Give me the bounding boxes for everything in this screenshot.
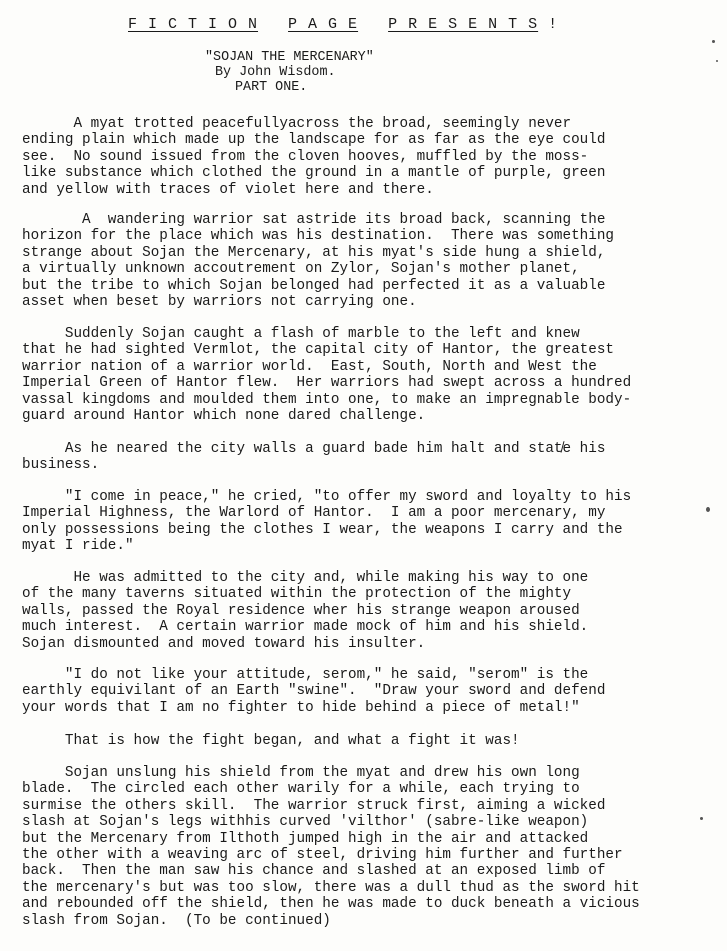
text-line: but the tribe to which Sojan belonged had perfected it as a valuable (22, 277, 606, 294)
story-author: By John Wisdom. (215, 65, 336, 80)
text-line: "I come in peace," he cried, "to offer my sword and loyalty to his (22, 489, 632, 505)
text-line: That is how the fight began, and what a fight it was! (22, 733, 520, 749)
text-line: business. (22, 457, 100, 474)
text-line: blade. The circled each other warily for a while, each trying to (22, 781, 580, 798)
paragraph-6 (22, 570, 712, 652)
text-line: but the Mercenary from Ilthoth jumped high in the air and attacked (22, 830, 589, 847)
text-line: walls, passed the Royal residence wher his strange weapon aroused (22, 602, 580, 619)
text-line: asset when beset by warriors not carrying one. (22, 294, 417, 311)
page-heading (128, 16, 558, 33)
text-line: earthly equivilant of an Earth "swine". "Draw your sword and defend (22, 683, 606, 700)
text-line: that he had sighted Vermlot, the capital city of Hantor, the greatest (22, 342, 614, 359)
story-title: "SOJAN THE MERCENARY" (205, 50, 374, 65)
text-line: As he neared the city walls a guard bade him halt and stat̸e his (22, 441, 606, 457)
ink-speck (706, 507, 710, 512)
paragraph-9 (22, 765, 712, 929)
text-line: surmise the others skill. The warrior struck first, aiming a wicked (22, 797, 606, 814)
text-line: slash from Sojan. (To be continued) (22, 912, 331, 929)
story-title-block (205, 50, 374, 95)
text-line: slash at Sojan's legs withhis curved 'vilthor' (sabre-like weapon) (22, 814, 589, 831)
text-line: strange about Sojan the Mercenary, at his myat's side hung a shield, (22, 244, 606, 261)
heading-fiction: F I C T I O N (128, 16, 259, 33)
ink-speck (716, 60, 718, 62)
paragraph-8 (22, 733, 712, 749)
text-line: Imperial Highness, the Warlord of Hantor. I am a poor mercenary, my (22, 505, 606, 522)
text-line: vassal kingdoms and moulded them into one, to make an impregnable body- (22, 391, 632, 408)
text-line: myat I ride." (22, 538, 134, 555)
paragraph-1 (22, 116, 712, 198)
text-line: the mercenary's but was too slow, there was a dull thud as the sword hit (22, 879, 640, 896)
text-line: only possessions being the clothes I wear, the weapons I carry and the (22, 521, 623, 538)
text-line: warrior nation of a warrior world. East, South, North and West the (22, 358, 597, 375)
story-part: PART ONE. (235, 80, 308, 95)
text-line: Sojan unslung his shield from the myat and drew his own long (22, 765, 580, 781)
paragraph-4 (22, 441, 712, 474)
text-line: "I do not like your attitude, serom," he said, "serom" is the (22, 667, 589, 683)
text-line: A myat trotted peacefullyacross the broad, seemingly never (22, 116, 572, 132)
text-line: like substance which clothed the ground in a mantle of purple, green (22, 165, 606, 182)
text-line: Imperial Green of Hantor flew. Her warriors had swept across a hundred (22, 375, 632, 392)
text-line: of the many taverns situated within the protection of the mighty (22, 586, 572, 603)
text-line: horizon for the place which was his destination. There was something (22, 228, 614, 245)
text-line: a virtually unknown accoutrement on Zylor, Sojan's mother planet, (22, 261, 580, 278)
text-line: A wandering warrior sat astride its broad back, scanning the (22, 212, 606, 228)
text-line: back. Then the man saw his chance and slashed at an exposed limb of (22, 863, 606, 880)
paragraph-2 (22, 212, 712, 310)
ink-speck (700, 817, 703, 820)
paragraph-7 (22, 667, 712, 716)
heading-page: P A G E (288, 16, 359, 33)
heading-exclamation: ! (538, 16, 559, 33)
text-line: He was admitted to the city and, while making his way to one (22, 570, 589, 586)
paragraph-5 (22, 489, 712, 555)
text-line: Sojan dismounted and moved toward his insulter. (22, 635, 426, 652)
ink-speck (712, 40, 715, 43)
text-line: your words that I am no fighter to hide behind a piece of metal!" (22, 699, 580, 716)
text-line: guard around Hantor which none dared challenge. (22, 408, 426, 425)
text-line: and yellow with traces of violet here and there. (22, 181, 434, 198)
text-line: see. No sound issued from the cloven hooves, muffled by the moss- (22, 148, 589, 165)
text-line: the other with a weaving arc of steel, driving him further and further (22, 847, 623, 864)
text-line: and rebounded off the shield, then he was made to duck beneath a vicious (22, 896, 640, 913)
text-line: ending plain which made up the landscape for as far as the eye could (22, 132, 606, 149)
paragraph-3 (22, 326, 712, 424)
heading-presents: P R E S E N T S (388, 16, 539, 33)
text-line: Suddenly Sojan caught a flash of marble to the left and knew (22, 326, 580, 342)
text-line: much interest. A certain warrior made mock of him and his shield. (22, 619, 589, 636)
